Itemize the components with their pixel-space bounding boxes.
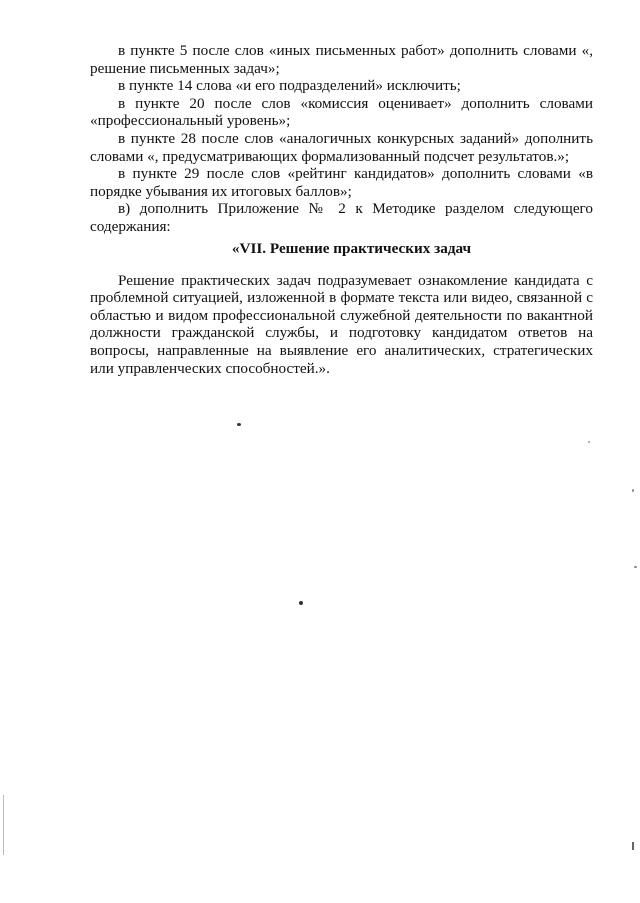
scan-edge-line (3, 795, 4, 855)
scan-edge-mark (632, 842, 634, 850)
amendment-paragraph-6: в) дополнить Приложение № 2 к Методике разделом следующего содержания: (90, 200, 593, 235)
scan-speck (632, 489, 634, 492)
scan-speck (237, 423, 241, 426)
document-text (90, 42, 593, 377)
section-heading: «VII. Решение практических задач (231, 239, 472, 257)
amendment-paragraph-1: в пункте 5 после слов «иных письменных работ» дополнить словами «, решение письменных задач»; (90, 42, 593, 77)
amendment-paragraph-4: в пункте 28 после слов «аналогичных конкурсных заданий» дополнить словами «, предусматривающих формализованный подсчет результатов.»; (90, 129, 593, 165)
amendment-paragraph-3: в пункте 20 после слов «комиссия оценивает» дополнить словами «профессиональный уровень»; (90, 94, 593, 130)
section-body-paragraph: Решение практических задач подразумевает ознакомление кандидата с проблемной ситуацией, изложенной в формате текста или видео, связанной с областью и видом профессиональной служебной деятельности по вакантной должности гражданской службы, и подготовку кандидатом ответов на вопросы, направленные на выявление его аналитических, стратегических или управленческих способностей.». (90, 271, 593, 377)
scan-speck (588, 441, 590, 443)
scan-speck (299, 601, 303, 605)
scan-speck (634, 566, 637, 568)
amendment-paragraph-2: в пункте 14 слова «и его подразделений» исключить; (118, 77, 461, 95)
amendment-paragraph-5: в пункте 29 после слов «рейтинг кандидатов» дополнить словами «в порядке убывания их итоговых баллов»; (90, 165, 593, 200)
